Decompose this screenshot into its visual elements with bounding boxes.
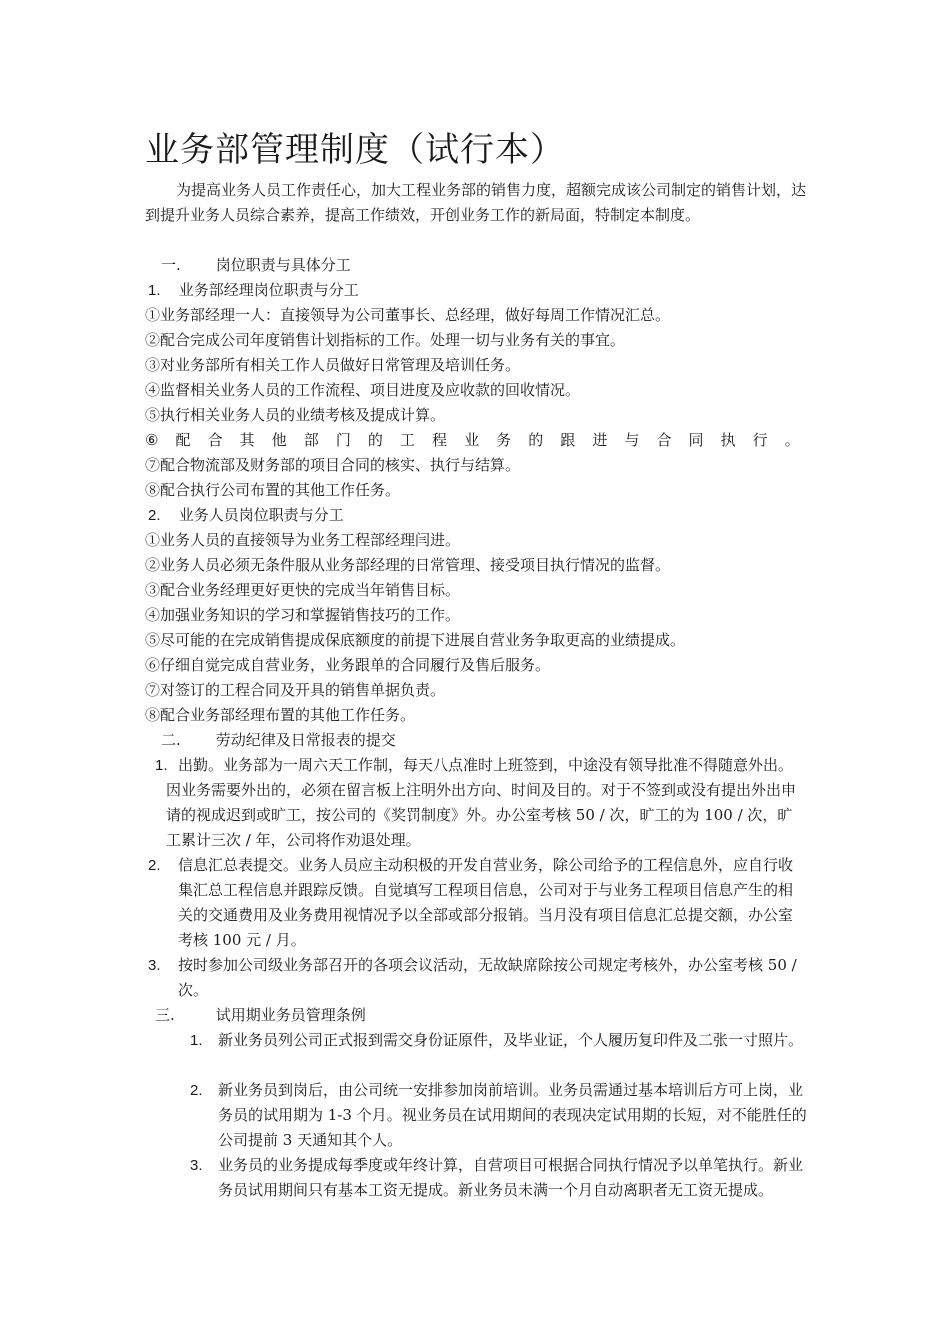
numbered-paragraph: 按时参加公司级业务部召开的各项会议活动，无故缺席除按公司规定考核外，办公室考核 50 / 次。	[178, 956, 797, 999]
intro-paragraph: 为提高业务人员工作责任心，加大工程业务部的销售力度，超额完成该公司制定的销售计划，达到提升业务人员综合素养，提高工作绩效，开创业务工作的新局面，特制定本制度。	[145, 181, 807, 224]
list-item: ③配合业务经理更好更快的完成当年销售目标。	[145, 581, 461, 599]
numbered-paragraph: 出勤。业务部为一周六天工作制，每天八点准时上班签到，中途没有领导批准不得随意外出。因业务需要外出的，必须在留言板上注明外出方向、时间及目的。对于不签到或没有提出外出申请的视成迟到或旷工，按公司的《奖罚制度》外。办公室考核 50 / 次，旷工的为 100 / 次，旷工累计三次 / 年，公司将作劝退处理。	[166, 756, 797, 849]
list-item: ⑤执行相关业务人员的业绩考核及提成计算。	[145, 406, 446, 424]
document-title: 业务部管理制度（试行本）	[145, 130, 565, 170]
spread-char: 的	[367, 431, 383, 449]
numbered-paragraph: 业务员的业务提成每季度或年终计算，自营项目可根据合同执行情况予以单笔执行。新业务员试用期间只有基本工资无提成。新业务员未满一个月自动离职者无工资无提成。	[218, 1156, 804, 1199]
item-number: 3.	[148, 957, 161, 974]
section-2-title: 劳动纪律及日常报表的提交	[215, 731, 396, 749]
section-2-number: 二.	[161, 731, 181, 749]
spread-char: 业	[464, 431, 480, 449]
spread-char: 门	[335, 431, 351, 449]
subsection-1-heading	[145, 278, 807, 303]
item-number: 2.	[190, 1082, 203, 1099]
section-2-heading	[145, 728, 807, 753]
item-number: 1.	[155, 757, 168, 774]
numbered-paragraph: 新业务员到岗后，由公司统一安排参加岗前培训。业务员需通过基本培训后方可上岗，业务员的试用期为 1-3 个月。视业务员在试用期间的表现决定试用期的长短，对不能胜任的公司提前 3 天通知其个人。	[218, 1081, 807, 1149]
list-item: ②业务人员必须无条件服从业务部经理的日常管理、接受项目执行情况的监督。	[145, 556, 671, 574]
spread-char: 其	[239, 431, 255, 449]
spread-char: 进	[592, 431, 608, 449]
spread-char: 跟	[560, 431, 576, 449]
spread-char: 配	[175, 431, 191, 449]
subsection-2-heading	[145, 503, 807, 528]
section-1-heading	[145, 253, 807, 278]
section-3-number: 三.	[155, 1006, 175, 1024]
spread-char: 程	[432, 431, 448, 449]
spread-char: 。	[784, 431, 800, 449]
spread-char: 与	[624, 431, 640, 449]
subsection-2-title: 业务人员岗位职责与分工	[178, 506, 344, 524]
spread-char: 工	[399, 431, 415, 449]
section-3-heading	[145, 1003, 807, 1028]
list-item: ④加强业务知识的学习和掌握销售技巧的工作。	[145, 606, 461, 624]
list-item: ①业务人员的直接领导为业务工程部经理闫进。	[145, 531, 461, 549]
spread-char: 行	[752, 431, 768, 449]
list-item: ⑧配合业务部经理布置的其他工作任务。	[145, 706, 416, 724]
spread-char: 执	[720, 431, 736, 449]
list-item: ⑦对签订的工程合同及开具的销售单据负责。	[145, 681, 446, 699]
item-number: 3.	[190, 1157, 203, 1174]
item-number: 1.	[190, 1032, 203, 1049]
subsection-1-number: 1.	[148, 282, 161, 299]
subsection-2-number: 2.	[148, 507, 161, 524]
justified-list-item	[145, 428, 800, 453]
section-1-number: 一.	[161, 256, 181, 274]
spread-char: 合	[656, 431, 672, 449]
list-item: ⑦配合物流部及财务部的项目合同的核实、执行与结算。	[145, 456, 521, 474]
spread-char: ⑥	[145, 431, 159, 449]
numbered-paragraph: 新业务员列公司正式报到需交身份证原件，及毕业证，个人履历复印件及二张一寸照片。	[218, 1031, 804, 1049]
list-item: ②配合完成公司年度销售计划指标的工作。处理一切与业务有关的事宜。	[145, 331, 626, 349]
spread-char: 合	[207, 431, 223, 449]
spread-char: 的	[528, 431, 544, 449]
list-item: ⑤尽可能的在完成销售提成保底额度的前提下进展自营业务争取更高的业绩提成。	[145, 631, 686, 649]
section-1-title: 岗位职责与具体分工	[215, 256, 351, 274]
section-3-title: 试用期业务员管理条例	[215, 1006, 366, 1024]
numbered-paragraph: 信息汇总表提交。业务人员应主动积极的开发自营业务，除公司给予的工程信息外，应自行收集汇总工程信息并跟踪反馈。自觉填写工程项目信息，公司对于与业务工程项目信息产生的相关的交通费用及业务费用视情况予以全部或部分报销。当月没有项目信息汇总提交额，办公室考核 100 元 / 月。	[178, 856, 794, 949]
spread-char: 他	[271, 431, 287, 449]
list-item: ⑧配合执行公司布置的其他工作任务。	[145, 481, 401, 499]
list-item: ④监督相关业务人员的工作流程、项目进度及应收款的回收情况。	[145, 381, 581, 399]
item-number: 2.	[148, 857, 161, 874]
spread-char: 务	[496, 431, 512, 449]
list-item: ①业务部经理一人：直接领导为公司董事长、总经理，做好每周工作情况汇总。	[145, 306, 671, 324]
spread-char: 部	[303, 431, 319, 449]
subsection-1-title: 业务部经理岗位职责与分工	[178, 281, 359, 299]
list-item: ⑥仔细自觉完成自营业务，业务跟单的合同履行及售后服务。	[145, 656, 551, 674]
list-item: ③对业务部所有相关工作人员做好日常管理及培训任务。	[145, 356, 521, 374]
spread-char: 同	[688, 431, 704, 449]
